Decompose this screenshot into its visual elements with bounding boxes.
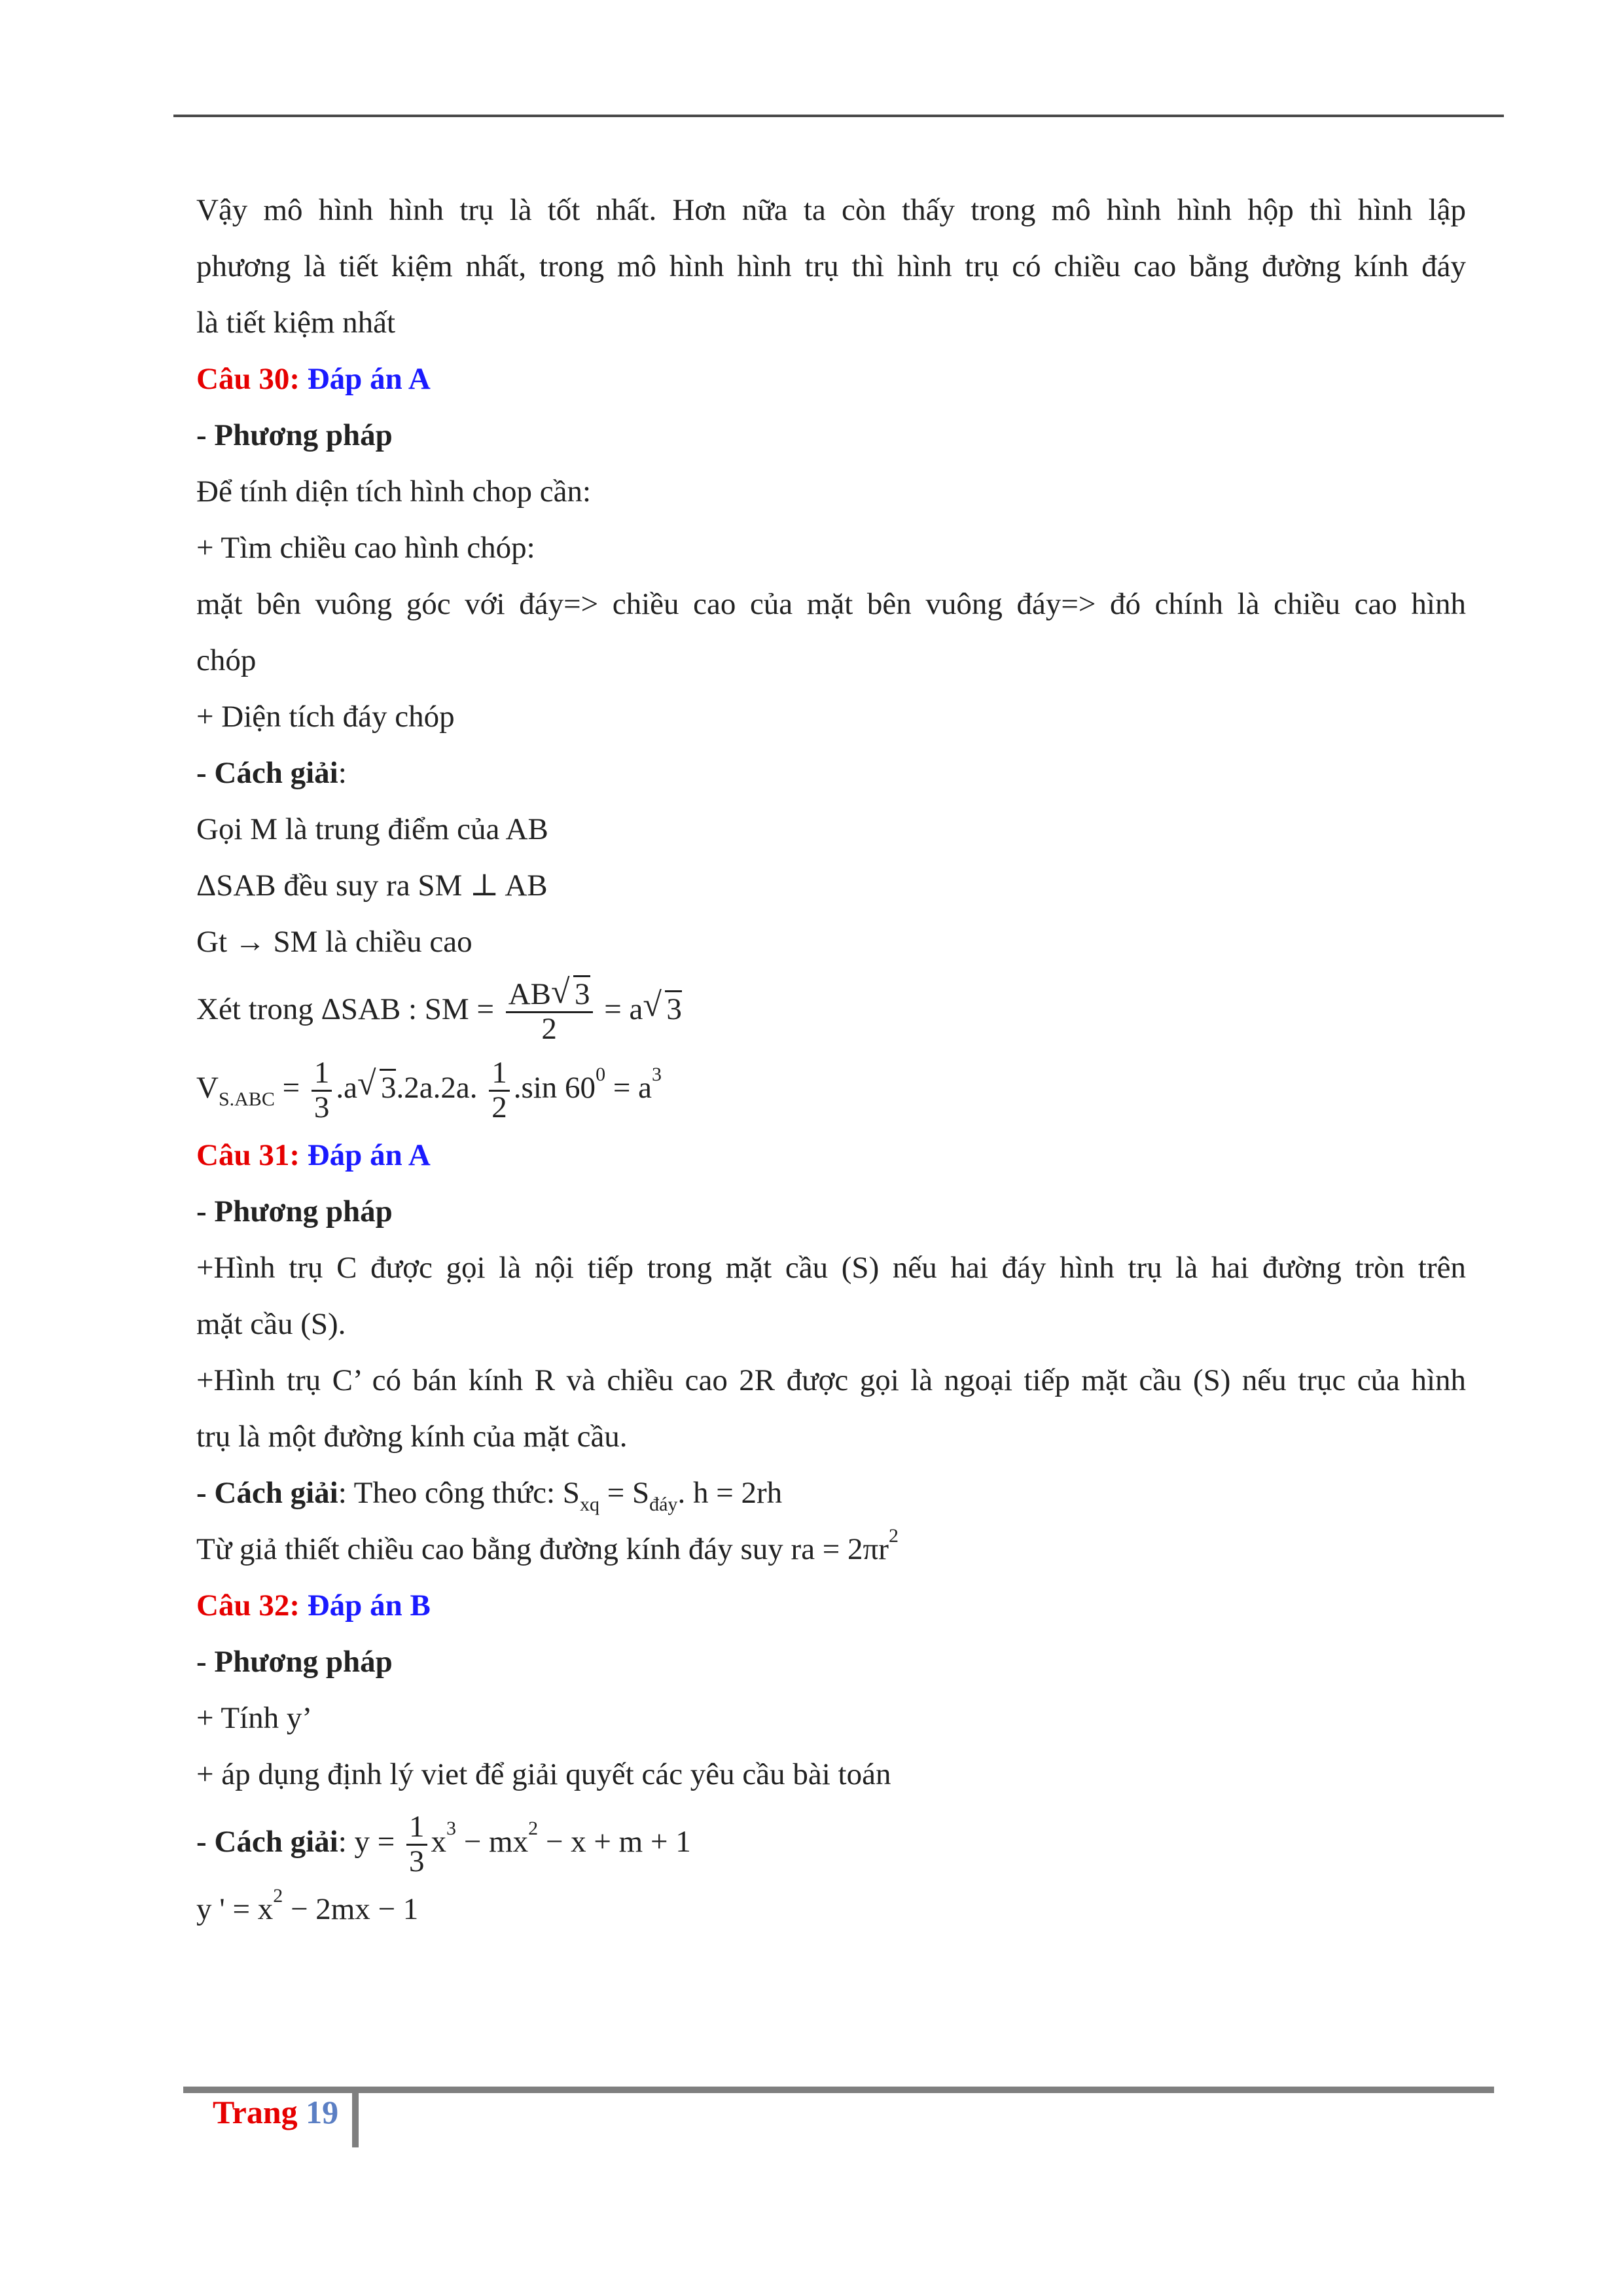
q32-solution: - Cách giải: y = $\frac{1}{3}$ $x^3 - mx^2 - x + m + 1$ xyxy=(196,1810,691,1878)
q31-solution: - Cách giải: Theo công thức: $S_{xq} = S_{đáy}$. h = 2rh xyxy=(196,1476,783,1515)
fraction: AB √ 3 2 xyxy=(506,978,593,1045)
page-content xyxy=(196,182,1466,1937)
q31-solution-label: - Cách giải xyxy=(196,1476,338,1510)
q30-solution-line: Gt → SM là chiều cao xyxy=(196,925,473,959)
page-number xyxy=(213,2093,338,2131)
q31-method-line: +Hình trụ C’ có bán kính R và chiều cao 2R được gọi là ngoại tiếp mặt cầu (S) nếu trục của hình xyxy=(196,1363,1466,1397)
q30-solution-line: Gọi M là trung điểm của AB xyxy=(196,812,548,846)
header-rule xyxy=(173,115,1504,117)
q31-method-line: mặt cầu (S). xyxy=(196,1307,346,1341)
page-number-value: 19 xyxy=(306,2094,339,2130)
q30-heading xyxy=(196,351,1466,407)
q30-solution-heading: - Cách giải: xyxy=(196,756,347,790)
page-label: Trang xyxy=(213,2094,298,2130)
q30-method-line: Để tính diện tích hình chop cần: xyxy=(196,475,592,509)
q30-equation-sm: Xét trong ΔSAB : SM = AB √ 3 2 = a √ 3 xyxy=(196,970,1466,1049)
q31-conclusion: Từ giả thiết chiều cao bằng đường kính đáy suy ra = $2\pi r^2$ xyxy=(196,1525,899,1566)
q30-method-heading: - Phương pháp xyxy=(196,418,393,452)
q30-solution-line: ΔSAB đều suy ra SM ⊥ AB xyxy=(196,869,548,903)
q30-method-line: mặt bên vuông góc với đáy=> chiều cao của mặt bên vuông đáy=> đó chính là chiều cao hình xyxy=(196,587,1466,621)
q30-solution-label: - Cách giải xyxy=(196,756,338,790)
q30-answer: Đáp án A xyxy=(307,362,431,396)
q30-method-line: chóp xyxy=(196,643,257,677)
q32-answer: Đáp án B xyxy=(307,1588,431,1623)
q31-heading xyxy=(196,1127,1466,1183)
q32-method-line: + Tính y’ xyxy=(196,1701,313,1735)
intro-line-3: là tiết kiệm nhất xyxy=(196,306,396,340)
fraction: $\frac{1}{3}$ xyxy=(406,1811,427,1878)
q30-method-line: + Tìm chiều cao hình chóp: xyxy=(196,531,535,565)
q31-label: Câu 31: xyxy=(196,1138,300,1172)
footer-separator xyxy=(352,2090,359,2147)
q31-method-line: +Hình trụ C được gọi là nội tiếp trong mặt cầu (S) nếu hai đáy hình trụ là hai đường tròn trên xyxy=(196,1251,1466,1285)
q31-answer: Đáp án A xyxy=(307,1138,431,1172)
q32-label: Câu 32: xyxy=(196,1588,300,1623)
sqrt-symbol: √ 3 xyxy=(551,973,590,1012)
footer-rule xyxy=(183,2087,1494,2093)
q32-method-heading: - Phương pháp xyxy=(196,1645,393,1679)
q30-method-line: + Diện tích đáy chóp xyxy=(196,700,455,734)
q31-method-heading: - Phương pháp xyxy=(196,1194,393,1229)
q30-label: Câu 30: xyxy=(196,362,300,396)
intro-line-1: Vậy mô hình hình trụ là tốt nhất. Hơn nữa ta còn thấy trong mô hình hình hộp thì hình lập xyxy=(196,193,1466,227)
fraction: $\frac{1}{3}$ xyxy=(312,1057,332,1124)
q32-method-line: + áp dụng định lý viet để giải quyết các yêu cầu bài toán xyxy=(196,1757,891,1791)
q32-derivative: y ' = $x^2 - 2mx - 1$ xyxy=(196,1885,419,1926)
sqrt-symbol: √ 3 xyxy=(357,1065,397,1105)
q31-method-line: trụ là một đường kính của mặt cầu. xyxy=(196,1420,628,1454)
intro-line-2: phương là tiết kiệm nhất, trong mô hình hình trụ thì hình trụ có chiều cao bằng đường kính đáy xyxy=(196,249,1466,283)
q30-equation-volume: $V_{S.ABC}$ = $\frac{1}{3}$ .a √ 3.2a.2a. $\frac{1}{2}$ .sin $60^0 = a^3$ xyxy=(196,1049,1466,1127)
q32-solution-label: - Cách giải xyxy=(196,1825,338,1859)
fraction: $\frac{1}{2}$ xyxy=(489,1057,510,1124)
sqrt-symbol: √ 3 xyxy=(643,986,682,1026)
q32-heading xyxy=(196,1577,1466,1634)
